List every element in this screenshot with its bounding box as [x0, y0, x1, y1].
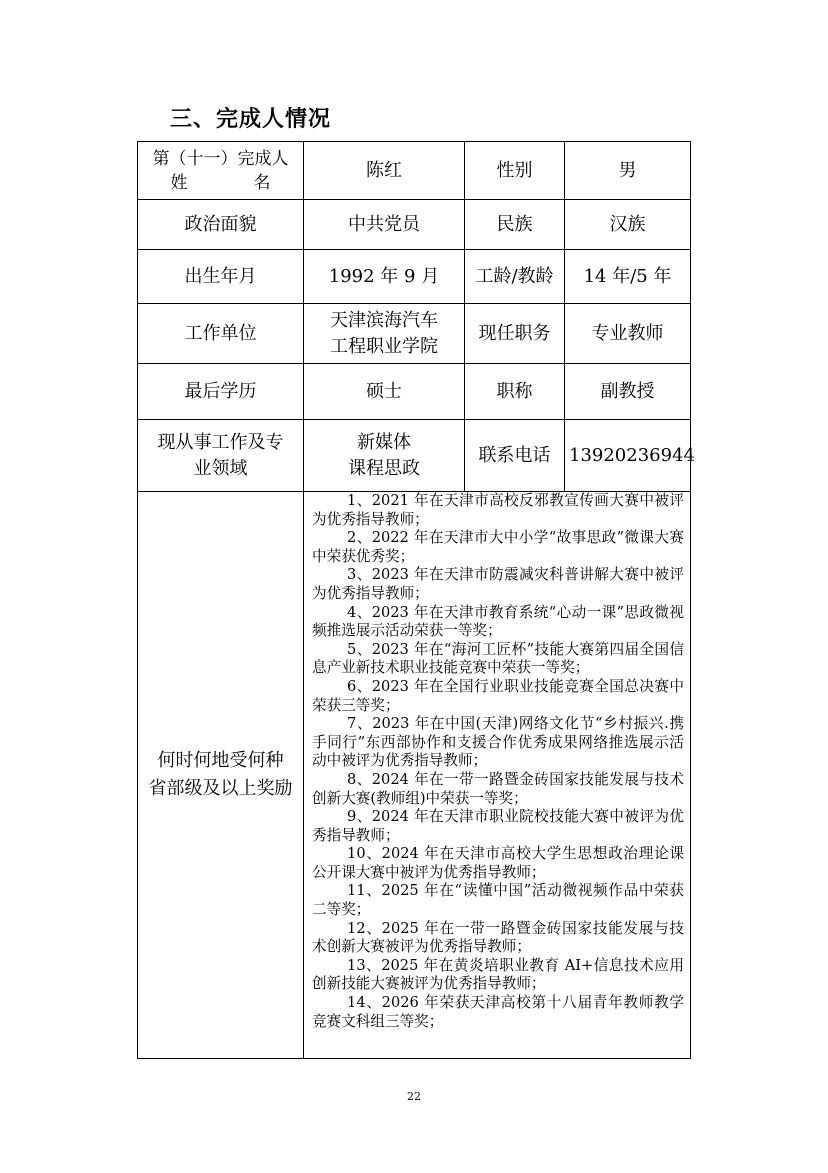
award-item: 12、2025 年在一带一路暨金砖国家技能发展与技术创新大赛被评为优秀指导教师； [312, 919, 684, 956]
awards-label-line: 省部级及以上奖励 [148, 778, 293, 799]
awards-list-cell [304, 492, 691, 1059]
award-item: 6、2023 年在全国行业职业技能竞赛全国总决赛中荣获三等奖； [312, 677, 684, 714]
table-row [138, 364, 691, 420]
birth-value: 1992 年 9 月 [304, 250, 465, 304]
table-row [138, 142, 691, 200]
position-label: 现任职务 [465, 304, 565, 364]
title-value: 副教授 [565, 364, 691, 420]
award-item: 2、2022 年在天津市大中小学“故事思政”微课大赛中荣获优秀奖； [312, 529, 684, 565]
name-label-char: 姓 [170, 172, 188, 193]
field-value-cell [304, 420, 465, 492]
political-value: 中共党员 [304, 200, 465, 250]
workplace-value-cell [304, 304, 465, 364]
award-item: 10、2024 年在天津市高校大学生思想政治理论课公开课大赛中被评为优秀指导教师； [312, 845, 684, 881]
field-value-line: 课程思政 [348, 457, 420, 479]
section-heading: 三、完成人情况 [170, 107, 332, 132]
birth-label: 出生年月 [138, 250, 304, 304]
award-item: 13、2025 年在黄炎培职业教育 AI+信息技术应用创新技能大赛被评为优秀指导教师； [312, 956, 684, 993]
award-item: 7、2023 年在中国(天津)网络文化节“乡村振兴.携手同行”东西部协作和支援合作优秀成果网络推选展示活动中被评为优秀指导教师； [312, 715, 684, 770]
award-item: 4、2023 年在天津市教育系统“心动一课”思政微视频推选展示活动荣获一等奖； [312, 603, 684, 640]
ethnicity-value: 汉族 [565, 200, 691, 250]
phone-value: 13920236944 [565, 420, 691, 492]
workplace-label: 工作单位 [138, 304, 304, 364]
position-value: 专业教师 [565, 304, 691, 364]
name-label-char: 名 [253, 172, 271, 193]
seniority-label: 工龄/教龄 [465, 250, 565, 304]
workplace-value-line: 工程职业学院 [330, 335, 438, 357]
table-row [138, 304, 691, 364]
table-row [138, 200, 691, 250]
awards-label-cell [138, 492, 304, 1059]
education-label: 最后学历 [138, 364, 304, 420]
award-item: 14、2026 年荣获天津高校第十八届青年教师教学竞赛文科组三等奖； [312, 994, 684, 1030]
award-item: 11、2025 年在“读懂中国”活动微视频作品中荣获二等奖； [312, 882, 684, 919]
name-label: 第（十一）完成人 [152, 148, 289, 169]
education-value: 硕士 [304, 364, 465, 420]
field-label-line: 现从事工作及专 [157, 431, 284, 453]
seniority-value: 14 年/5 年 [565, 250, 691, 304]
workplace-value-line: 天津滨海汽车 [330, 309, 438, 331]
phone-label: 联系电话 [465, 420, 565, 492]
name-value: 陈红 [304, 142, 465, 200]
completer-info-table [137, 141, 695, 1059]
gender-value: 男 [565, 142, 691, 200]
political-label: 政治面貌 [138, 200, 304, 250]
field-label-cell [138, 420, 304, 492]
table-row [138, 250, 691, 304]
award-item: 5、2023 年在“海河工匠杯”技能大赛第四届全国信息产业新技术职业技能竞赛中荣获一等奖； [312, 640, 684, 677]
award-item: 1、2021 年在天津市高校反邪教宣传画大赛中被评为优秀指导教师； [312, 492, 684, 528]
name-label-cell [138, 142, 304, 200]
field-label-line: 业领域 [193, 457, 248, 479]
table-row [138, 420, 691, 492]
field-value-line: 新媒体 [357, 431, 411, 453]
award-item: 3、2023 年在天津市防震减灾科普讲解大赛中被评为优秀指导教师； [312, 566, 684, 602]
title-label: 职称 [465, 364, 565, 420]
ethnicity-label: 民族 [465, 200, 565, 250]
award-item: 9、2024 年在天津市职业院校技能大赛中被评为优秀指导教师； [312, 808, 684, 844]
gender-label: 性别 [465, 142, 565, 200]
award-item: 8、2024 年在一带一路暨金砖国家技能发展与技术创新大赛(教师组)中荣获一等奖； [312, 770, 684, 807]
page-number: 22 [407, 1090, 421, 1103]
table-row [138, 492, 691, 1059]
awards-label-line: 何时何地受何种 [157, 750, 284, 771]
